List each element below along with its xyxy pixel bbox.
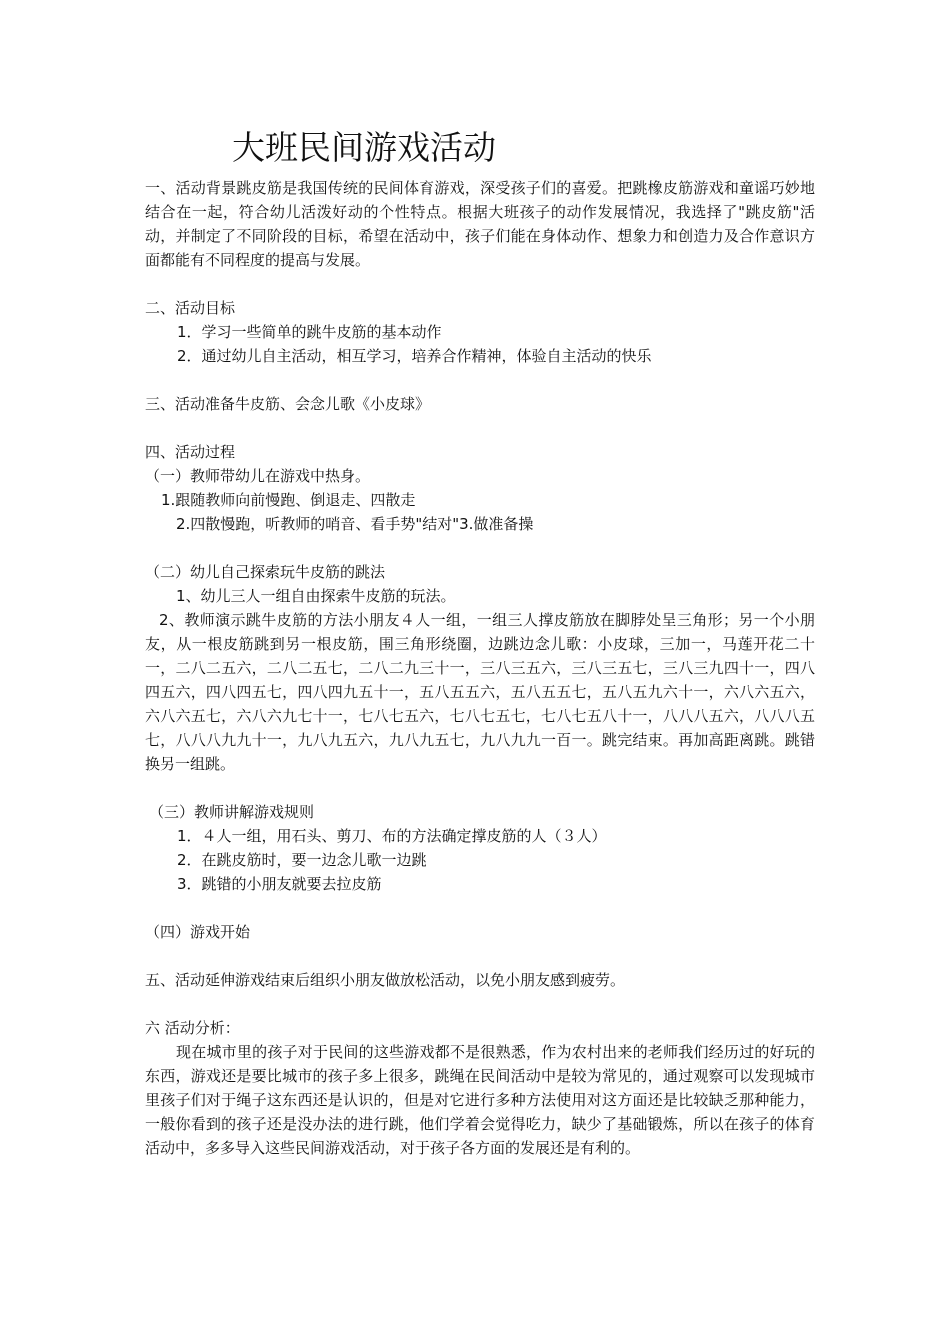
step2-item-2: 2、教师演示跳牛皮筋的方法小朋友４人一组，一组三人撑皮筋放在脚脖处呈三角形；另一个小朋友，从一根皮筋跳到另一根皮筋，围三角形绕圈，边跳边念儿歌：小皮球，三加一，马莲开花二十一，二八二五六，二八二五七，二八二九三十一，三八三五六，三八三五七，三八三九四十一，四八四五六，四八四五七，四八四九五十一，五八五五六，五八五五七，五八五九六十一，六八六五六，六八六五七，六八六九七十一，七八七五六，七八七五七，七八七五八十一，八八八五六，八八八五七，八八八九九十一，九八九五六，九八九五七，九八九九一百一。跳完结束。再加高距离跳。跳错换另一组跳。 xyxy=(145,611,815,773)
step2-item-1: 1、幼儿三人一组自由探索牛皮筋的玩法。 xyxy=(176,587,456,605)
step3-item-3: 3．跳错的小朋友就要去拉皮筋 xyxy=(177,875,382,893)
spacer xyxy=(145,896,815,920)
document-title: 大班民间游戏活动 xyxy=(232,128,496,167)
spacer xyxy=(145,944,815,968)
goal-item-2: 2．通过幼儿自主活动，相互学习，培养合作精神，体验自主活动的快乐 xyxy=(177,347,652,365)
step4-heading: （四）游戏开始 xyxy=(145,923,251,941)
analysis-heading: 六 活动分析： xyxy=(145,1019,240,1037)
goals-heading: 二、活动目标 xyxy=(145,299,236,317)
spacer xyxy=(145,416,815,440)
step3-heading: （三）教师讲解游戏规则 xyxy=(149,803,315,821)
spacer xyxy=(145,368,815,392)
goal-item-1: 1．学习一些简单的跳牛皮筋的基本动作 xyxy=(177,323,442,341)
step3-item-1: 1．４人一组，用石头、剪刀、布的方法确定撑皮筋的人（３人） xyxy=(177,827,607,845)
step2-heading: （二）幼儿自己探索玩牛皮筋的跳法 xyxy=(145,563,386,581)
spacer xyxy=(145,536,815,560)
spacer xyxy=(145,272,815,296)
extension-paragraph: 五、活动延伸游戏结束后组织小朋友做放松活动，以免小朋友感到疲劳。 xyxy=(145,971,626,989)
step1-item-1: 1.跟随教师向前慢跑、倒退走、四散走 xyxy=(161,491,416,509)
spacer xyxy=(145,992,815,1016)
document-body xyxy=(145,176,815,1160)
prep-paragraph: 三、活动准备牛皮筋、会念儿歌《小皮球》 xyxy=(145,395,431,413)
step1-item-2: 2.四散慢跑，听教师的哨音、看手势"结对"3.做准备操 xyxy=(176,515,534,533)
step1-heading: （一）教师带幼儿在游戏中热身。 xyxy=(145,467,371,485)
spacer xyxy=(145,776,815,800)
analysis-paragraph: 现在城市里的孩子对于民间的这些游戏都不是很熟悉，作为农村出来的老师我们经历过的好玩的东西，游戏还是要比城市的孩子多上很多，跳绳在民间活动中是较为常见的，通过观察可以发现城市里孩子们对于绳子这东西还是认识的，但是对它进行多种方法使用对这方面还是比较缺乏那种能力，一般你看到的孩子还是没办法的进行跳，他们学着会觉得吃力，缺少了基础锻炼，所以在孩子的体育活动中，多多导入这些民间游戏活动，对于孩子各方面的发展还是有利的。 xyxy=(145,1043,815,1157)
step3-item-2: 2．在跳皮筋时，要一边念儿歌一边跳 xyxy=(177,851,427,869)
process-heading: 四、活动过程 xyxy=(145,443,236,461)
background-paragraph: 一、活动背景跳皮筋是我国传统的民间体育游戏，深受孩子们的喜爱。把跳橡皮筋游戏和童谣巧妙地结合在一起，符合幼儿活泼好动的个性特点。根据大班孩子的动作发展情况，我选择了"跳皮筋"活动，并制定了不同阶段的目标，希望在活动中，孩子们能在身体动作、想象力和创造力及合作意识方面都能有不同程度的提高与发展。 xyxy=(145,179,815,269)
